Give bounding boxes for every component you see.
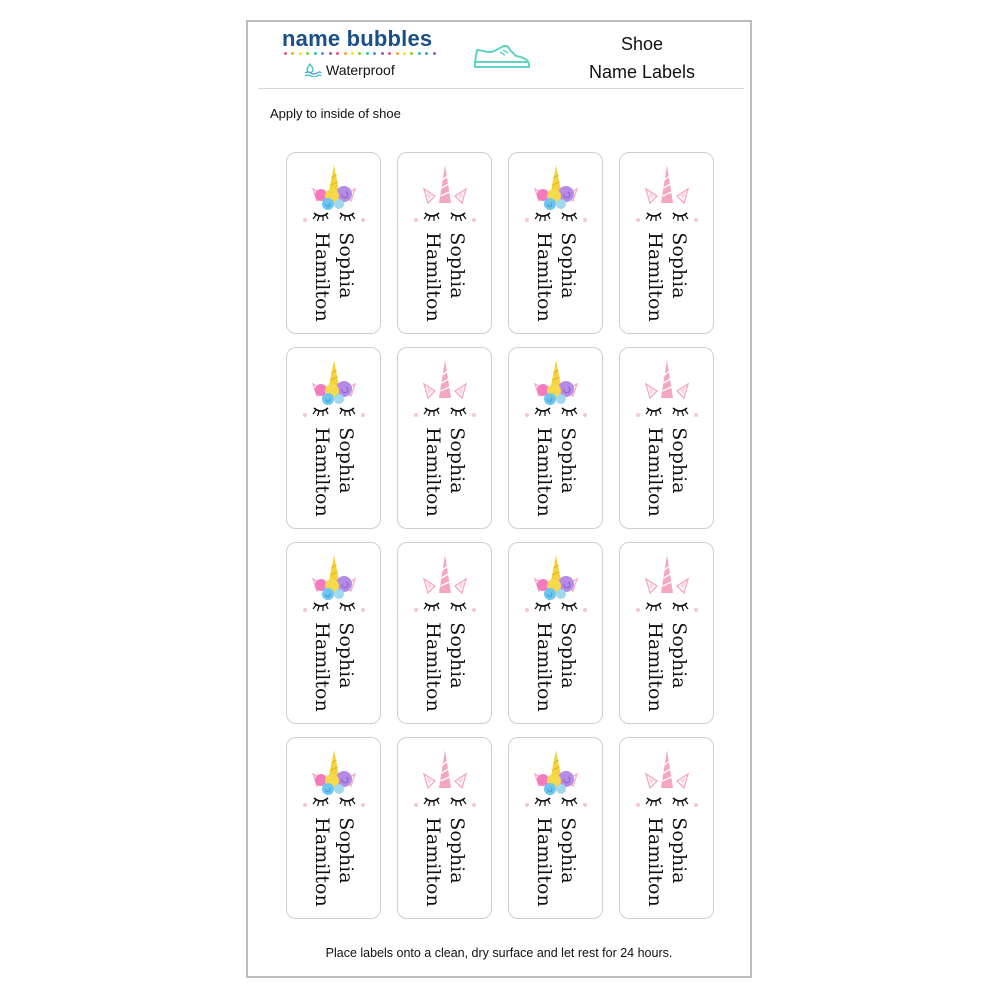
label-name (310, 427, 358, 516)
label-name (643, 622, 691, 711)
name-label (286, 542, 381, 724)
name-label (397, 737, 492, 919)
label-name (532, 427, 580, 516)
brand-dot (418, 52, 421, 55)
label-last-name: Hamilton (533, 427, 555, 517)
pink-unicorn-icon (410, 163, 480, 223)
label-last-name: Hamilton (311, 622, 333, 712)
pink-unicorn-icon (410, 358, 480, 418)
label-last-name: Hamilton (422, 427, 444, 517)
label-last-name: Hamilton (533, 622, 555, 712)
label-last-name: Hamilton (533, 232, 555, 322)
flower-unicorn-icon (299, 553, 369, 613)
label-first-name: Sophia (335, 817, 357, 884)
name-label (397, 152, 492, 334)
brand-dot (336, 52, 339, 55)
label-first-name: Sophia (557, 622, 579, 689)
flower-unicorn-icon (521, 163, 591, 223)
brand-dot (433, 52, 436, 55)
waterproof-badge (304, 62, 395, 78)
pink-unicorn-icon (410, 553, 480, 613)
pink-unicorn-icon (632, 553, 702, 613)
product-title (572, 30, 712, 86)
flower-unicorn-icon (521, 358, 591, 418)
label-last-name: Hamilton (422, 232, 444, 322)
label-first-name: Sophia (446, 427, 468, 494)
name-label (397, 542, 492, 724)
label-last-name: Hamilton (644, 232, 666, 322)
label-first-name: Sophia (668, 232, 690, 299)
label-last-name: Hamilton (422, 817, 444, 907)
flower-unicorn-icon (521, 748, 591, 808)
waterproof-text: Waterproof (326, 62, 395, 78)
label-name (421, 622, 469, 711)
label-first-name: Sophia (557, 817, 579, 884)
brand-dot (291, 52, 294, 55)
brand-dot (358, 52, 361, 55)
label-first-name: Sophia (335, 232, 357, 299)
pink-unicorn-icon (632, 748, 702, 808)
label-first-name: Sophia (557, 427, 579, 494)
name-label (286, 347, 381, 529)
brand-dot (403, 52, 406, 55)
label-last-name: Hamilton (533, 817, 555, 907)
label-last-name: Hamilton (311, 817, 333, 907)
label-last-name: Hamilton (644, 622, 666, 712)
brand-dot (381, 52, 384, 55)
name-label (619, 737, 714, 919)
brand-dot (366, 52, 369, 55)
label-first-name: Sophia (335, 622, 357, 689)
brand-dot (329, 52, 332, 55)
brand-dot (344, 52, 347, 55)
name-label (508, 542, 603, 724)
name-label (508, 737, 603, 919)
sheet-header (248, 22, 750, 90)
label-first-name: Sophia (446, 622, 468, 689)
brand-dots (284, 52, 436, 56)
name-label (286, 737, 381, 919)
label-last-name: Hamilton (311, 427, 333, 517)
label-last-name: Hamilton (311, 232, 333, 322)
label-name (643, 232, 691, 321)
pink-unicorn-icon (632, 163, 702, 223)
brand-dot (306, 52, 309, 55)
pink-unicorn-icon (632, 358, 702, 418)
label-name (421, 427, 469, 516)
label-last-name: Hamilton (644, 817, 666, 907)
title-line-2: Name Labels (588, 62, 696, 82)
brand-dot (388, 52, 391, 55)
label-name (532, 232, 580, 321)
label-name (421, 817, 469, 906)
label-name (310, 232, 358, 321)
label-name (643, 427, 691, 516)
label-first-name: Sophia (446, 232, 468, 299)
label-name (310, 817, 358, 906)
name-label (508, 347, 603, 529)
name-label (286, 152, 381, 334)
brand-dot (299, 52, 302, 55)
flower-unicorn-icon (299, 358, 369, 418)
brand-dot (284, 52, 287, 55)
brand-dot (321, 52, 324, 55)
header-divider (258, 88, 744, 89)
label-name (532, 622, 580, 711)
title-line-1: Shoe (620, 34, 664, 54)
brand-dot (410, 52, 413, 55)
name-label (397, 347, 492, 529)
brand-dot (425, 52, 428, 55)
name-label (619, 542, 714, 724)
label-first-name: Sophia (557, 232, 579, 299)
name-label (619, 152, 714, 334)
label-last-name: Hamilton (644, 427, 666, 517)
label-grid (286, 152, 714, 919)
label-name (310, 622, 358, 711)
pink-unicorn-icon (410, 748, 480, 808)
label-last-name: Hamilton (422, 622, 444, 712)
brand-dot (373, 52, 376, 55)
brand-dot (351, 52, 354, 55)
label-first-name: Sophia (335, 427, 357, 494)
water-drop-icon (304, 63, 322, 77)
shoe-icon (472, 40, 532, 72)
label-name (421, 232, 469, 321)
label-name (643, 817, 691, 906)
label-first-name: Sophia (668, 427, 690, 494)
brand-logo-text: name bubbles (282, 26, 433, 51)
flower-unicorn-icon (299, 748, 369, 808)
brand-dot (314, 52, 317, 55)
flower-unicorn-icon (521, 553, 591, 613)
label-sheet (246, 20, 752, 978)
name-label (619, 347, 714, 529)
flower-unicorn-icon (299, 163, 369, 223)
label-first-name: Sophia (668, 622, 690, 689)
label-name (532, 817, 580, 906)
label-first-name: Sophia (668, 817, 690, 884)
name-label (508, 152, 603, 334)
footer-instructions: Place labels onto a clean, dry surface and let rest for 24 hours. (325, 946, 673, 960)
label-first-name: Sophia (446, 817, 468, 884)
brand-dot (396, 52, 399, 55)
apply-instructions: Apply to inside of shoe (270, 106, 401, 121)
